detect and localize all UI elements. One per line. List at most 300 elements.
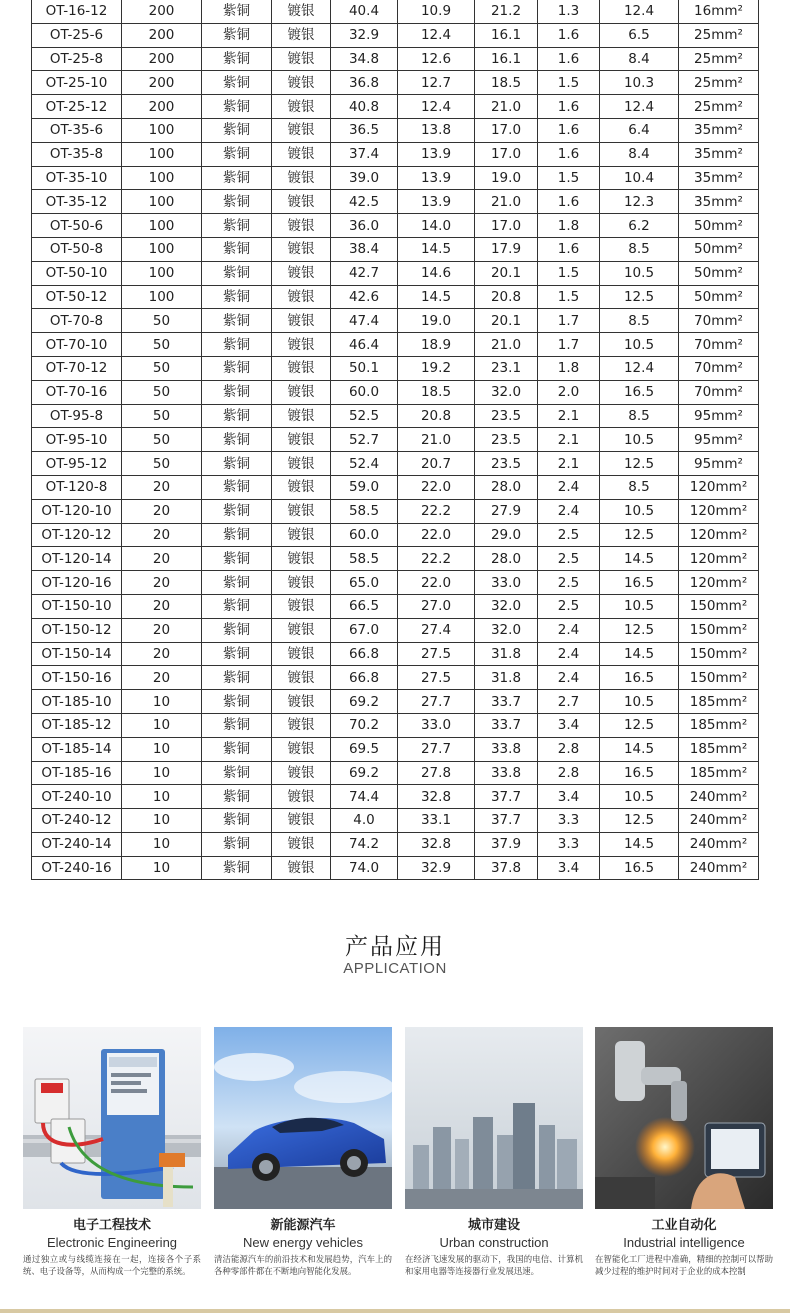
table-cell: 12.5	[600, 618, 679, 642]
table-cell: 100	[122, 237, 202, 261]
table-cell: 12.6	[398, 47, 475, 71]
industrial-photo	[595, 1027, 773, 1209]
table-cell: 8.4	[600, 142, 679, 166]
table-cell: 34.8	[331, 47, 398, 71]
table-cell: 2.7	[538, 690, 600, 714]
table-cell: 镀银	[272, 428, 331, 452]
table-cell: 17.0	[475, 118, 538, 142]
table-cell: 镀银	[272, 523, 331, 547]
table-cell: 紫铜	[202, 832, 272, 856]
table-cell: 14.5	[600, 737, 679, 761]
table-cell: 69.5	[331, 737, 398, 761]
table-cell: 紫铜	[202, 380, 272, 404]
table-cell: 紫铜	[202, 190, 272, 214]
table-cell: 32.9	[398, 856, 475, 880]
table-cell: 镀银	[272, 618, 331, 642]
table-cell: 10	[122, 856, 202, 880]
table-cell: 3.4	[538, 785, 600, 809]
table-cell: 32.8	[398, 785, 475, 809]
table-cell: OT-16-12	[32, 0, 122, 23]
table-cell: 36.8	[331, 71, 398, 95]
table-cell: 240mm²	[679, 832, 759, 856]
table-cell: 紫铜	[202, 404, 272, 428]
table-cell: 19.0	[398, 309, 475, 333]
table-cell: 2.4	[538, 475, 600, 499]
table-cell: 10.5	[600, 428, 679, 452]
table-row	[32, 547, 759, 571]
table-cell: 185mm²	[679, 690, 759, 714]
table-cell: 120mm²	[679, 523, 759, 547]
table-cell: OT-185-10	[32, 690, 122, 714]
table-row	[32, 690, 759, 714]
table-cell: 32.9	[331, 23, 398, 47]
table-row	[32, 404, 759, 428]
table-cell: 185mm²	[679, 713, 759, 737]
table-row	[32, 190, 759, 214]
table-cell: 1.5	[538, 261, 600, 285]
table-cell: 16.5	[600, 571, 679, 595]
table-cell: OT-25-6	[32, 23, 122, 47]
table-cell: 紫铜	[202, 761, 272, 785]
table-cell: 紫铜	[202, 47, 272, 71]
table-cell: 镀银	[272, 190, 331, 214]
table-row	[32, 523, 759, 547]
table-cell: 21.0	[398, 428, 475, 452]
table-cell: 1.6	[538, 237, 600, 261]
app-title-zh: 工业自动化	[651, 1218, 717, 1233]
table-cell: 70mm²	[679, 309, 759, 333]
table-cell: OT-25-10	[32, 71, 122, 95]
table-cell: 1.6	[538, 47, 600, 71]
table-cell: 50mm²	[679, 261, 759, 285]
table-cell: OT-240-16	[32, 856, 122, 880]
table-cell: OT-120-8	[32, 475, 122, 499]
table-cell: 39.0	[331, 166, 398, 190]
app-title-zh: 电子工程技术	[72, 1218, 151, 1233]
table-cell: 120mm²	[679, 475, 759, 499]
table-cell: 2.5	[538, 523, 600, 547]
table-row	[32, 809, 759, 833]
table-cell: 47.4	[331, 309, 398, 333]
table-cell: 8.5	[600, 237, 679, 261]
table-cell: OT-35-10	[32, 166, 122, 190]
table-row	[32, 475, 759, 499]
table-cell: OT-150-10	[32, 594, 122, 618]
table-cell: 23.5	[475, 404, 538, 428]
table-cell: 12.4	[398, 95, 475, 119]
table-cell: OT-70-10	[32, 333, 122, 357]
table-cell: 95mm²	[679, 428, 759, 452]
table-cell: 紫铜	[202, 166, 272, 190]
table-row	[32, 118, 759, 142]
table-cell: 2.1	[538, 404, 600, 428]
table-cell: OT-240-12	[32, 809, 122, 833]
table-cell: OT-185-14	[32, 737, 122, 761]
table-cell: 22.0	[398, 523, 475, 547]
table-cell: 58.5	[331, 499, 398, 523]
table-cell: 23.5	[475, 452, 538, 476]
table-cell: 镀银	[272, 356, 331, 380]
table-cell: 1.3	[538, 0, 600, 23]
table-cell: 1.5	[538, 285, 600, 309]
table-row	[32, 309, 759, 333]
spec-table	[31, 0, 759, 880]
table-cell: 1.6	[538, 142, 600, 166]
table-cell: OT-70-12	[32, 356, 122, 380]
table-cell: 3.4	[538, 856, 600, 880]
table-cell: 37.7	[475, 809, 538, 833]
table-cell: 23.5	[475, 428, 538, 452]
table-cell: 12.5	[600, 809, 679, 833]
table-cell: 40.8	[331, 95, 398, 119]
table-cell: OT-150-12	[32, 618, 122, 642]
table-cell: 33.8	[475, 737, 538, 761]
table-cell: 12.4	[600, 0, 679, 23]
table-cell: 2.4	[538, 499, 600, 523]
table-cell: 100	[122, 142, 202, 166]
table-row	[32, 761, 759, 785]
table-cell: 185mm²	[679, 737, 759, 761]
table-cell: 镀银	[272, 642, 331, 666]
table-cell: 31.8	[475, 642, 538, 666]
table-cell: 13.9	[398, 166, 475, 190]
table-row	[32, 23, 759, 47]
table-row	[32, 380, 759, 404]
table-cell: 20.7	[398, 452, 475, 476]
table-cell: 38.4	[331, 237, 398, 261]
table-cell: 20	[122, 523, 202, 547]
table-cell: 10.5	[600, 785, 679, 809]
table-row	[32, 832, 759, 856]
table-cell: 6.2	[600, 214, 679, 238]
table-cell: 33.8	[475, 761, 538, 785]
table-cell: 50mm²	[679, 214, 759, 238]
table-cell: 12.3	[600, 190, 679, 214]
table-cell: 42.6	[331, 285, 398, 309]
table-cell: 50mm²	[679, 285, 759, 309]
table-cell: 紫铜	[202, 523, 272, 547]
table-cell: 10	[122, 809, 202, 833]
table-cell: 25mm²	[679, 23, 759, 47]
table-cell: 1.5	[538, 166, 600, 190]
table-cell: 镀银	[272, 261, 331, 285]
table-cell: OT-25-8	[32, 47, 122, 71]
table-cell: 紫铜	[202, 71, 272, 95]
table-cell: OT-70-16	[32, 380, 122, 404]
table-cell: 74.2	[331, 832, 398, 856]
table-cell: 21.0	[475, 333, 538, 357]
table-cell: 1.7	[538, 309, 600, 333]
table-cell: 25mm²	[679, 71, 759, 95]
table-cell: 紫铜	[202, 499, 272, 523]
table-cell: OT-185-16	[32, 761, 122, 785]
table-cell: 12.4	[600, 356, 679, 380]
table-cell: 12.4	[600, 95, 679, 119]
table-cell: 镀银	[272, 809, 331, 833]
table-cell: 60.0	[331, 380, 398, 404]
table-cell: 2.8	[538, 737, 600, 761]
table-cell: 10.3	[600, 71, 679, 95]
table-cell: 镀银	[272, 856, 331, 880]
table-cell: OT-50-6	[32, 214, 122, 238]
table-cell: 32.0	[475, 380, 538, 404]
table-cell: OT-120-14	[32, 547, 122, 571]
table-cell: OT-150-14	[32, 642, 122, 666]
table-cell: 2.5	[538, 594, 600, 618]
app-title-en: Industrial intelligence	[623, 1235, 745, 1250]
table-cell: 紫铜	[202, 356, 272, 380]
table-cell: 33.0	[398, 713, 475, 737]
table-cell: 22.2	[398, 499, 475, 523]
table-cell: 33.7	[475, 713, 538, 737]
table-cell: 67.0	[331, 618, 398, 642]
app-desc: 在智能化工厂进程中准确，精细的控制可以帮助减少过程的维护时间对于企业的成本控制	[595, 1254, 773, 1276]
table-cell: OT-240-10	[32, 785, 122, 809]
table-cell: OT-50-12	[32, 285, 122, 309]
table-cell: 13.8	[398, 118, 475, 142]
table-cell: 镀银	[272, 761, 331, 785]
table-cell: 紫铜	[202, 428, 272, 452]
table-cell: 18.9	[398, 333, 475, 357]
table-cell: 1.8	[538, 356, 600, 380]
table-cell: 35mm²	[679, 142, 759, 166]
table-cell: 镀银	[272, 71, 331, 95]
table-cell: 镀银	[272, 547, 331, 571]
table-cell: 镀银	[272, 118, 331, 142]
table-cell: 16.5	[600, 380, 679, 404]
app-title-zh: 城市建设	[467, 1218, 520, 1233]
section-subtitle: APPLICATION	[343, 960, 447, 977]
table-cell: OT-95-10	[32, 428, 122, 452]
table-cell: 59.0	[331, 475, 398, 499]
table-cell: 3.4	[538, 713, 600, 737]
table-cell: 27.9	[475, 499, 538, 523]
bottom-divider	[0, 1309, 790, 1313]
table-cell: 10	[122, 785, 202, 809]
table-cell: 紫铜	[202, 452, 272, 476]
table-cell: 13.9	[398, 190, 475, 214]
table-cell: 20	[122, 666, 202, 690]
table-cell: 50	[122, 356, 202, 380]
table-cell: 33.0	[475, 571, 538, 595]
table-cell: 20	[122, 475, 202, 499]
city-photo	[405, 1027, 583, 1209]
table-cell: 紫铜	[202, 856, 272, 880]
app-title-en: Electronic Engineering	[46, 1235, 178, 1250]
table-cell: 紫铜	[202, 309, 272, 333]
table-cell: 20.1	[475, 309, 538, 333]
table-cell: 185mm²	[679, 761, 759, 785]
table-cell: 紫铜	[202, 571, 272, 595]
table-cell: OT-35-12	[32, 190, 122, 214]
table-cell: 22.0	[398, 475, 475, 499]
table-cell: 20.8	[398, 404, 475, 428]
table-cell: 27.8	[398, 761, 475, 785]
table-cell: 镀银	[272, 237, 331, 261]
table-cell: 32.0	[475, 618, 538, 642]
table-cell: 14.6	[398, 261, 475, 285]
table-cell: 6.4	[600, 118, 679, 142]
table-cell: 紫铜	[202, 95, 272, 119]
table-cell: 28.0	[475, 547, 538, 571]
table-cell: 14.5	[600, 642, 679, 666]
table-cell: 2.8	[538, 761, 600, 785]
table-row	[32, 452, 759, 476]
table-cell: 60.0	[331, 523, 398, 547]
table-cell: 50	[122, 309, 202, 333]
table-cell: 18.5	[398, 380, 475, 404]
table-cell: 21.0	[475, 95, 538, 119]
table-cell: 6.5	[600, 23, 679, 47]
table-cell: 120mm²	[679, 571, 759, 595]
table-cell: 150mm²	[679, 618, 759, 642]
table-row	[32, 785, 759, 809]
table-cell: 镀银	[272, 404, 331, 428]
table-cell: 10.9	[398, 0, 475, 23]
table-cell: 12.5	[600, 523, 679, 547]
table-cell: 紫铜	[202, 237, 272, 261]
table-cell: 240mm²	[679, 856, 759, 880]
table-cell: 紫铜	[202, 666, 272, 690]
table-cell: 240mm²	[679, 785, 759, 809]
table-cell: 52.4	[331, 452, 398, 476]
table-cell: 27.0	[398, 594, 475, 618]
table-cell: 42.7	[331, 261, 398, 285]
table-row	[32, 285, 759, 309]
table-cell: 27.4	[398, 618, 475, 642]
table-cell: 19.2	[398, 356, 475, 380]
table-cell: 27.5	[398, 642, 475, 666]
table-cell: 200	[122, 23, 202, 47]
table-cell: 95mm²	[679, 404, 759, 428]
table-cell: 200	[122, 47, 202, 71]
table-cell: 16.5	[600, 856, 679, 880]
table-cell: 25mm²	[679, 95, 759, 119]
table-cell: 紫铜	[202, 333, 272, 357]
table-cell: 1.6	[538, 95, 600, 119]
table-cell: 10	[122, 713, 202, 737]
table-cell: 10	[122, 690, 202, 714]
table-cell: OT-50-8	[32, 237, 122, 261]
table-cell: 10.5	[600, 594, 679, 618]
table-cell: OT-50-10	[32, 261, 122, 285]
table-cell: 镀银	[272, 571, 331, 595]
table-cell: 镀银	[272, 380, 331, 404]
table-cell: 14.5	[600, 547, 679, 571]
table-cell: 镀银	[272, 475, 331, 499]
table-cell: 紫铜	[202, 475, 272, 499]
table-row	[32, 237, 759, 261]
table-cell: 镀银	[272, 166, 331, 190]
table-cell: 10	[122, 761, 202, 785]
app-card-vehicles	[214, 1027, 392, 1277]
table-row	[32, 0, 759, 23]
table-cell: 镀银	[272, 333, 331, 357]
table-cell: 74.4	[331, 785, 398, 809]
table-cell: 1.5	[538, 71, 600, 95]
table-row	[32, 666, 759, 690]
table-cell: 200	[122, 0, 202, 23]
table-cell: OT-35-6	[32, 118, 122, 142]
table-cell: 58.5	[331, 547, 398, 571]
table-cell: 20	[122, 594, 202, 618]
table-row	[32, 333, 759, 357]
table-row	[32, 261, 759, 285]
table-cell: 2.5	[538, 571, 600, 595]
table-cell: 150mm²	[679, 642, 759, 666]
table-cell: 镀银	[272, 499, 331, 523]
table-cell: 37.4	[331, 142, 398, 166]
table-cell: 95mm²	[679, 452, 759, 476]
table-cell: 10.5	[600, 261, 679, 285]
table-cell: 8.5	[600, 475, 679, 499]
table-cell: 10.5	[600, 499, 679, 523]
table-cell: 紫铜	[202, 285, 272, 309]
table-cell: 22.2	[398, 547, 475, 571]
table-cell: 21.2	[475, 0, 538, 23]
electronics-photo	[23, 1027, 201, 1209]
app-card-electronic	[23, 1027, 201, 1277]
table-cell: 70mm²	[679, 333, 759, 357]
table-cell: 33.7	[475, 690, 538, 714]
table-row	[32, 71, 759, 95]
table-cell: 37.7	[475, 785, 538, 809]
table-cell: 20	[122, 571, 202, 595]
table-cell: 10.5	[600, 690, 679, 714]
table-cell: 20	[122, 642, 202, 666]
table-cell: 紫铜	[202, 809, 272, 833]
table-cell: 8.4	[600, 47, 679, 71]
table-cell: 46.4	[331, 333, 398, 357]
table-cell: 2.1	[538, 428, 600, 452]
table-cell: OT-185-12	[32, 713, 122, 737]
table-cell: 1.6	[538, 118, 600, 142]
table-row	[32, 214, 759, 238]
table-cell: 8.5	[600, 309, 679, 333]
table-cell: 40.4	[331, 0, 398, 23]
table-cell: 14.5	[600, 832, 679, 856]
table-cell: 20	[122, 618, 202, 642]
table-cell: 10.5	[600, 333, 679, 357]
table-cell: 27.5	[398, 666, 475, 690]
table-cell: 2.4	[538, 642, 600, 666]
table-cell: 35mm²	[679, 166, 759, 190]
table-cell: 29.0	[475, 523, 538, 547]
table-cell: 33.1	[398, 809, 475, 833]
table-cell: 32.0	[475, 594, 538, 618]
table-cell: 50	[122, 404, 202, 428]
app-title-en: New energy vehicles	[243, 1235, 363, 1250]
table-cell: OT-25-12	[32, 95, 122, 119]
table-cell: 10	[122, 737, 202, 761]
table-cell: 66.5	[331, 594, 398, 618]
table-cell: 37.9	[475, 832, 538, 856]
table-cell: 13.9	[398, 142, 475, 166]
table-cell: 20	[122, 499, 202, 523]
app-card-industrial	[595, 1027, 773, 1277]
table-row	[32, 737, 759, 761]
table-cell: 19.0	[475, 166, 538, 190]
table-cell: 16.5	[600, 761, 679, 785]
table-cell: 16.5	[600, 666, 679, 690]
table-row	[32, 142, 759, 166]
car-photo	[214, 1027, 392, 1209]
spec-table-body	[32, 0, 759, 880]
table-row	[32, 713, 759, 737]
table-cell: 1.6	[538, 190, 600, 214]
table-cell: OT-95-12	[32, 452, 122, 476]
table-cell: 10.4	[600, 166, 679, 190]
